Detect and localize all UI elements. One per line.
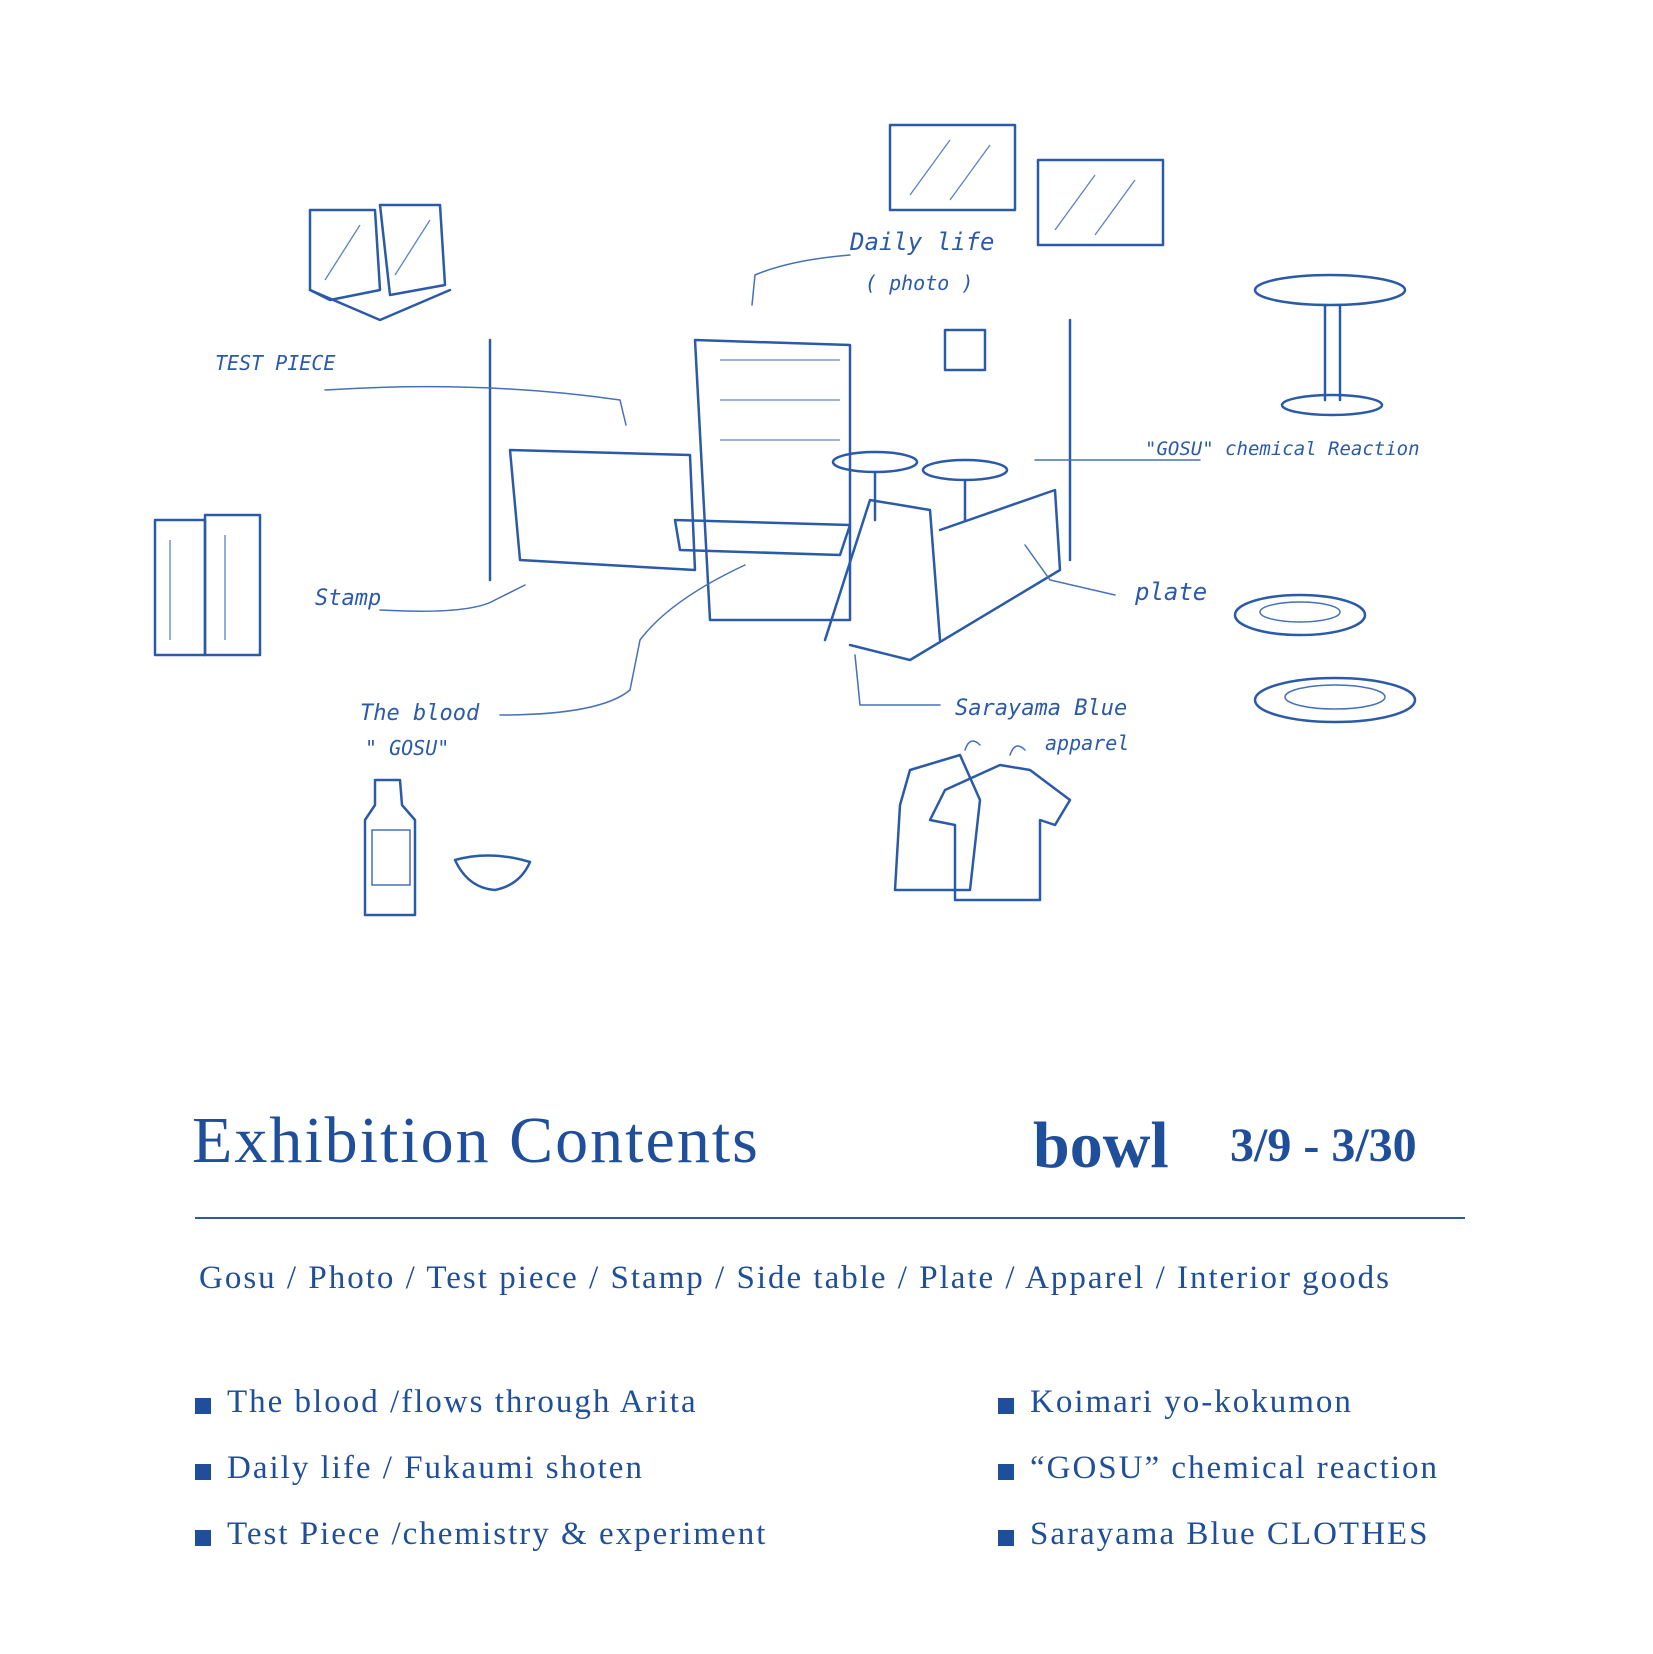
list-item	[998, 1452, 1439, 1518]
sketch-label-blood: The blood	[360, 701, 480, 726]
list-item-label: Sarayama Blue CLOTHES	[1030, 1516, 1430, 1552]
square-bullet-icon	[998, 1464, 1014, 1480]
sketch-label-plate: plate	[1135, 578, 1208, 606]
list-item-label: Koimari yo-kokumon	[1030, 1384, 1353, 1420]
list-item	[195, 1386, 767, 1452]
sketch-label-apparel: apparel	[1045, 731, 1130, 755]
sketch-label-daily-life: Daily life	[850, 228, 995, 256]
list-item	[195, 1518, 767, 1584]
apparel-sketch	[895, 741, 1070, 900]
square-bullet-icon	[998, 1530, 1014, 1546]
list-item-label: Test Piece /chemistry & experiment	[227, 1516, 768, 1552]
venue-name: bowl	[1033, 1109, 1169, 1182]
list-item	[195, 1452, 767, 1518]
square-bullet-icon	[195, 1398, 211, 1414]
booth-sketch	[490, 320, 1070, 660]
content-list-left	[195, 1386, 767, 1584]
sketch-label-photo: ( photo )	[865, 271, 974, 295]
sketch-label-sarayama: Sarayama Blue	[955, 696, 1128, 721]
sketch-label-stamp: Stamp	[315, 586, 382, 611]
exhibition-dates: 3/9 - 3/30	[1230, 1119, 1417, 1172]
square-bullet-icon	[998, 1398, 1014, 1414]
items-summary: Gosu / Photo / Test piece / Stamp / Side table / Plate / Apparel / Interior goods	[199, 1260, 1392, 1296]
list-item-label: “GOSU” chemical reaction	[1030, 1450, 1440, 1486]
list-item-label: The blood /flows through Arita	[227, 1384, 698, 1420]
divider-line	[195, 1217, 1465, 1219]
test-piece-sketch	[310, 205, 450, 320]
books-sketch	[155, 515, 260, 655]
sketch-label-gosu: " GOSU"	[365, 736, 450, 760]
list-item-label: Daily life / Fukaumi shoten	[227, 1450, 644, 1486]
exhibition-sketch-illustration	[150, 100, 1450, 1000]
photo-frames-sketch	[890, 125, 1163, 245]
list-item	[998, 1386, 1439, 1452]
sketch-label-gosu-reaction: "GOSU" chemical Reaction	[1145, 438, 1420, 460]
content-list-right	[998, 1386, 1439, 1584]
square-bullet-icon	[195, 1464, 211, 1480]
gosu-bottle-sketch	[365, 780, 530, 915]
list-item	[998, 1518, 1439, 1584]
plates-sketch	[1235, 595, 1415, 722]
side-table-sketch	[1255, 275, 1405, 415]
exhibition-title: Exhibition Contents	[192, 1104, 760, 1177]
square-bullet-icon	[195, 1530, 211, 1546]
sketch-label-test-piece: TEST PIECE	[215, 351, 336, 375]
